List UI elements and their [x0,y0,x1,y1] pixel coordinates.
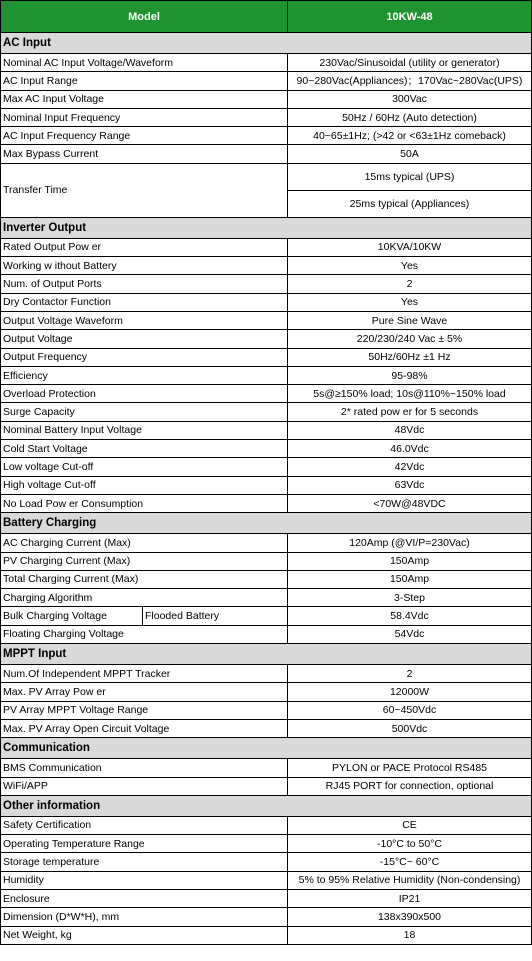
spec-label: Num. of Output Ports [1,275,288,293]
spec-row [1,476,532,494]
spec-row [1,589,532,607]
spec-row [1,421,532,439]
spec-row [1,127,532,145]
spec-row [1,90,532,108]
spec-label: Total Charging Current (Max) [1,570,288,588]
spec-value: -10°C to 50°C [288,835,532,853]
spec-value: 60~450Vdc [288,701,532,719]
spec-label: Max AC Input Voltage [1,90,288,108]
spec-value: 230Vac/Sinusoidal (utility or generator) [288,54,532,72]
spec-row [1,275,532,293]
spec-value: 3-Step [288,589,532,607]
section-row [1,644,532,665]
spec-row [1,385,532,403]
spec-value: 2 [288,275,532,293]
spec-row [1,54,532,72]
spec-value: Yes [288,257,532,275]
spec-label: Low voltage Cut-off [1,458,288,476]
section-row [1,738,532,759]
spec-value: 5% to 95% Relative Humidity (Non-condensing) [288,871,532,889]
spec-label: Output Voltage [1,330,288,348]
spec-label: Max Bypass Current [1,145,288,163]
spec-label: Cold Start Voltage [1,440,288,458]
spec-row [1,701,532,719]
spec-value: 63Vdc [288,476,532,494]
spec-value: 25ms typical (Appliances) [288,190,532,217]
spec-value: 90~280Vac(Appliances)；170Vac~280Vac(UPS) [288,72,532,90]
spec-label: PV Array MPPT Voltage Range [1,701,288,719]
spec-row [1,683,532,701]
spec-label: Working w ithout Battery [1,257,288,275]
section-title: Battery Charging [1,513,532,534]
spec-row [1,494,532,512]
spec-label: Surge Capacity [1,403,288,421]
spec-value: 220/230/240 Vac ± 5% [288,330,532,348]
spec-row [1,908,532,926]
spec-value: 150Amp [288,570,532,588]
spec-row [1,816,532,834]
spec-value: 95-98% [288,366,532,384]
section-row [1,795,532,816]
spec-row [1,777,532,795]
spec-value: 500Vdc [288,719,532,737]
spec-label: Dimension (D*W*H), mm [1,908,288,926]
spec-value: 58.4Vdc [288,607,532,625]
spec-label: Bulk Charging Voltage [1,607,143,625]
spec-row [1,108,532,126]
section-title: AC Input [1,33,532,54]
spec-label: Enclosure [1,889,288,907]
spec-row [1,552,532,570]
spec-row [1,625,532,643]
section-title: Communication [1,738,532,759]
spec-label: Efficiency [1,366,288,384]
spec-row [1,330,532,348]
section-row [1,217,532,238]
spec-row [1,926,532,944]
spec-label: PV Charging Current (Max) [1,552,288,570]
spec-label: Safety Certification [1,816,288,834]
section-row [1,513,532,534]
spec-label: AC Input Frequency Range [1,127,288,145]
spec-value: 15ms typical (UPS) [288,163,532,190]
spec-value: RJ45 PORT for connection, optional [288,777,532,795]
spec-value: 138x390x500 [288,908,532,926]
spec-value: 300Vac [288,90,532,108]
section-title: Other information [1,795,532,816]
section-title: MPPT Input [1,644,532,665]
spec-value: <70W@48VDC [288,494,532,512]
spec-value: 42Vdc [288,458,532,476]
spec-label: Nominal Battery Input Voltage [1,421,288,439]
spec-value: 5s@≥150% load; 10s@110%~150% load [288,385,532,403]
spec-row [1,853,532,871]
spec-value: 54Vdc [288,625,532,643]
spec-value: 48Vdc [288,421,532,439]
spec-value: Pure Sine Wave [288,311,532,329]
spec-value: 2* rated pow er for 5 seconds [288,403,532,421]
spec-label: Rated Output Pow er [1,238,288,256]
spec-sublabel: Flooded Battery [143,607,288,625]
spec-label: AC Input Range [1,72,288,90]
spec-value: 2 [288,665,532,683]
spec-table-body [1,1,532,945]
spec-label: Overload Protection [1,385,288,403]
spec-row [1,607,532,625]
spec-row [1,835,532,853]
spec-label: Nominal Input Frequency [1,108,288,126]
spec-row [1,238,532,256]
spec-row [1,871,532,889]
spec-row [1,759,532,777]
spec-row [1,145,532,163]
spec-row [1,665,532,683]
spec-row [1,257,532,275]
spec-label: High voltage Cut-off [1,476,288,494]
spec-value: CE [288,816,532,834]
section-row [1,33,532,54]
spec-row [1,311,532,329]
spec-value: IP21 [288,889,532,907]
spec-value: 150Amp [288,552,532,570]
spec-row [1,366,532,384]
spec-value: 50A [288,145,532,163]
spec-value: 50Hz / 60Hz (Auto detection) [288,108,532,126]
spec-label: AC Charging Current (Max) [1,534,288,552]
spec-value: -15°C~ 60°C [288,853,532,871]
spec-row [1,72,532,90]
spec-row [1,348,532,366]
spec-value: 50Hz/60Hz ±1 Hz [288,348,532,366]
spec-label: Output Frequency [1,348,288,366]
model-value-header: 10KW-48 [288,1,532,33]
model-header: Model [1,1,288,33]
spec-label: Humidity [1,871,288,889]
spec-row [1,163,532,190]
spec-label: Max. PV Array Pow er [1,683,288,701]
spec-row [1,440,532,458]
spec-row [1,293,532,311]
spec-label: Charging Algorithm [1,589,288,607]
spec-label: Storage temperature [1,853,288,871]
spec-label: No Load Pow er Consumption [1,494,288,512]
spec-value: 18 [288,926,532,944]
spec-label: Floating Charging Voltage [1,625,288,643]
spec-label: Output Voltage Waveform [1,311,288,329]
spec-value: 10KVA/10KW [288,238,532,256]
spec-value: 46.0Vdc [288,440,532,458]
spec-value: PYLON or PACE Protocol RS485 [288,759,532,777]
spec-label: BMS Communication [1,759,288,777]
spec-value: 40~65±1Hz; (>42 or <63±1Hz comeback) [288,127,532,145]
spec-label: Net Weight, kg [1,926,288,944]
spec-label: Dry Contactor Function [1,293,288,311]
spec-label: Num.Of Independent MPPT Tracker [1,665,288,683]
spec-row [1,719,532,737]
spec-row [1,458,532,476]
spec-value: Yes [288,293,532,311]
spec-row [1,534,532,552]
spec-value: 120Amp (@VI/P=230Vac) [288,534,532,552]
spec-label: WiFi/APP [1,777,288,795]
spec-row [1,403,532,421]
section-title: Inverter Output [1,217,532,238]
spec-row [1,570,532,588]
spec-label: Max. PV Array Open Circuit Voltage [1,719,288,737]
header-row [1,1,532,33]
spec-label: Operating Temperature Range [1,835,288,853]
spec-value: 12000W [288,683,532,701]
spec-label: Nominal AC Input Voltage/Waveform [1,54,288,72]
spec-row [1,889,532,907]
spec-label: Transfer Time [1,163,288,217]
